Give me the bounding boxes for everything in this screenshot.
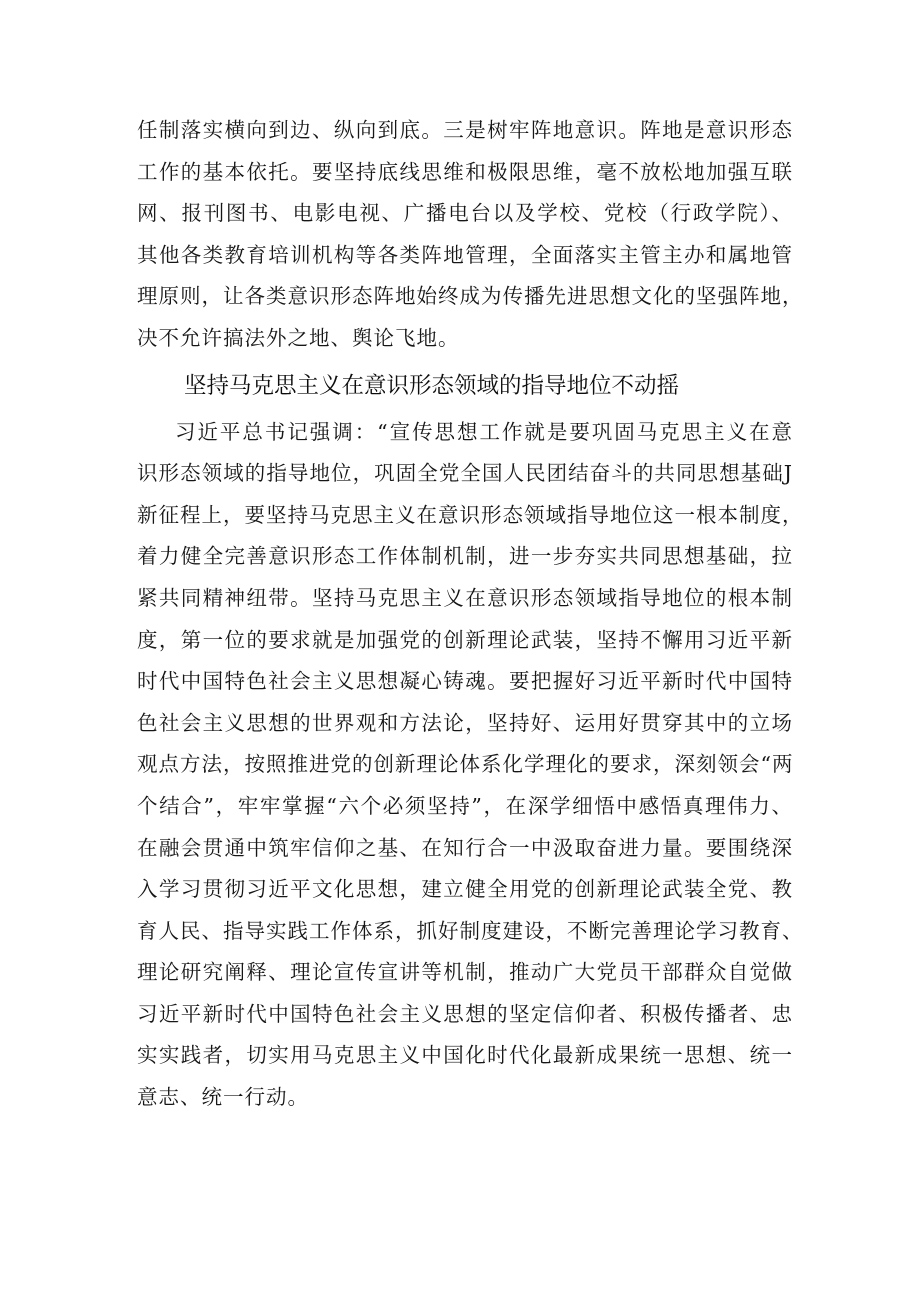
text-line: 紧共同精神纽带。坚持马克思主义在意识形态领域指导地位的根本制 bbox=[137, 585, 793, 610]
text-line: 理原则，让各类意识形态阵地始终成为传播先进思想文化的坚强阵地， bbox=[137, 284, 804, 309]
text-line: 度，第一位的要求就是加强党的创新理论武装，坚持不懈用习近平新 bbox=[137, 627, 793, 652]
paragraph-1 bbox=[137, 110, 804, 360]
text-line: 决不允许搞法外之地、舆论飞地。 bbox=[137, 325, 460, 350]
text-line: 观点方法，按照推进党的创新理论体系化学理化的要求，深刻领会“两 bbox=[137, 752, 794, 777]
text-line: 工作的基本依托。要坚持底线思维和极限思维，毫不放松地加强互联 bbox=[137, 159, 793, 184]
text-line: 着力健全完善意识形态工作体制机制，进一步夯实共同思想基础，拉 bbox=[137, 544, 793, 569]
text-line: 其他各类教育培训机构等各类阵地管理，全面落实主管主办和属地管 bbox=[137, 242, 793, 267]
text-line: 色社会主义思想的世界观和方法论，坚持好、运用好贯穿其中的立场 bbox=[137, 710, 793, 735]
text-line: 实实践者，切实用马克思主义中国化时代化最新成果统一思想、统一 bbox=[137, 1043, 793, 1068]
text-line: 习近平总书记强调：“宣传思想工作就是要巩固马克思主义在意 bbox=[175, 419, 793, 444]
text-line: 网、报刊图书、电影电视、广播电台以及学校、党校（行政学院）、 bbox=[137, 201, 793, 226]
section-heading: 坚持马克思主义在意识形态领域的指导地位不动摇 bbox=[184, 372, 680, 399]
text-line: 入学习贯彻习近平文化思想，建立健全用党的创新理论武装全党、教 bbox=[137, 877, 793, 902]
document-page bbox=[137, 110, 804, 1119]
text-line: 习近平新时代中国特色社会主义思想的坚定信仰者、积极传播者、忠 bbox=[137, 1001, 793, 1026]
text-line: 任制落实横向到边、纵向到底。三是树牢阵地意识。阵地是意识形态 bbox=[137, 118, 793, 142]
text-line: 时代中国特色社会主义思想凝心铸魂。要把握好习近平新时代中国特 bbox=[137, 669, 793, 694]
text-line: 理论研究阐释、理论宣传宣讲等机制，推动广大党员干部群众自觉做 bbox=[137, 960, 793, 985]
text-line: 育人民、指导实践工作体系，抓好制度建设，不断完善理论学习教育、 bbox=[137, 918, 804, 943]
paragraph-2 bbox=[137, 412, 804, 1119]
text-line: 识形态领域的指导地位，巩固全党全国人民团结奋斗的共同思想基础J bbox=[137, 461, 793, 486]
text-line: 在融会贯通中筑牢信仰之基、在知行合一中汲取奋进力量。要围绕深 bbox=[137, 835, 793, 860]
text-line: 意志、统一行动。 bbox=[137, 1085, 309, 1110]
text-line: 新征程上，要坚持马克思主义在意识形态领域指导地位这一根本制度， bbox=[137, 502, 804, 527]
text-line: 个结合”，牢牢掌握“六个必须坚持”，在深学细悟中感悟真理伟力、 bbox=[137, 793, 793, 818]
